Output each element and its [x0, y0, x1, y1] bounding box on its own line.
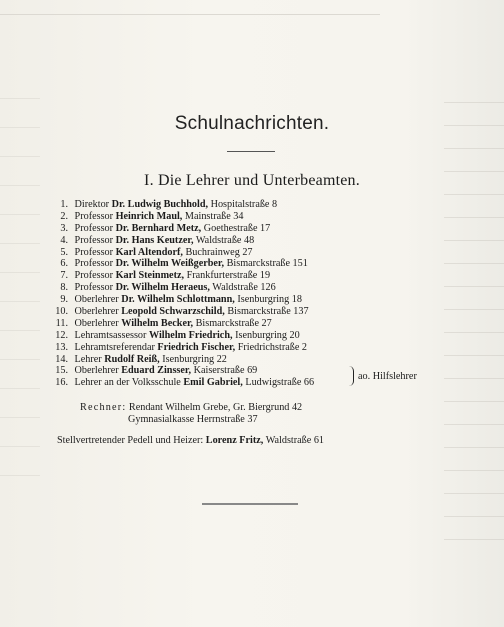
staff-name: Rudolf Reiß, — [104, 353, 160, 365]
staff-role: Lehrer — [74, 353, 102, 365]
staff-address: Friedrichstraße 2 — [237, 341, 307, 353]
staff-number: 1. — [60, 199, 68, 210]
staff-number: 6. — [60, 258, 68, 270]
staff-address: Goethestraße 17 — [203, 222, 271, 234]
pedell-label: Stellvertretender Pedell und Heizer: — [57, 435, 204, 446]
staff-role: Professor — [74, 234, 114, 246]
staff-entry — [48, 354, 468, 366]
staff-address: Isenburgring 18 — [237, 294, 302, 306]
staff-role: Professor — [74, 210, 114, 222]
staff-role: Professor — [74, 246, 114, 258]
rechner-line2: Gymnasialkasse Herrnstraße 37 — [128, 414, 258, 425]
staff-entry — [48, 199, 468, 211]
staff-name: Emil Gabriel, — [183, 377, 243, 389]
pedell-address: Waldstraße 61 — [265, 435, 325, 446]
staff-entry — [48, 247, 468, 259]
rechner-line — [80, 401, 302, 414]
staff-address: Bismarckstraße 151 — [226, 258, 308, 270]
staff-number: 5. — [60, 246, 68, 258]
staff-address: Buchrainweg 27 — [185, 246, 253, 258]
staff-address: Kaiserstraße 69 — [193, 365, 258, 377]
staff-name: Dr. Wilhelm Schlottmann, — [121, 294, 235, 306]
staff-role: Oberlehrer — [74, 317, 119, 329]
staff-number: 12. — [55, 329, 68, 341]
staff-role: Oberlehrer — [74, 365, 119, 377]
section-heading: I. Die Lehrer und Unterbeamten. — [144, 172, 360, 189]
staff-role: Professor — [74, 270, 114, 282]
staff-name: Eduard Zinsser, — [121, 365, 192, 377]
staff-address: Frankfurterstraße 19 — [186, 270, 271, 282]
staff-name: Dr. Wilhelm Heraeus, — [115, 282, 210, 294]
brace-mark — [349, 366, 354, 386]
staff-name: Heinrich Maul, — [115, 210, 183, 222]
staff-entry — [48, 235, 468, 247]
staff-name: Wilhelm Friedrich, — [148, 329, 233, 341]
staff-number: 11. — [55, 317, 68, 329]
staff-role: Lehrer an der Volksschule — [74, 377, 181, 389]
staff-role: Professor — [74, 282, 114, 294]
staff-number: 8. — [60, 282, 68, 294]
staff-address: Bismarckstraße 27 — [195, 317, 272, 329]
pedell-line — [57, 435, 324, 446]
title-divider — [227, 151, 275, 152]
footer-divider — [202, 503, 298, 505]
staff-name: Dr. Hans Keutzer, — [115, 234, 194, 246]
staff-role: Professor — [74, 258, 114, 270]
staff-name: Wilhelm Becker, — [121, 317, 194, 329]
staff-address: Waldstraße 48 — [195, 234, 255, 246]
staff-address: Bismarckstraße 137 — [227, 306, 309, 318]
staff-entry — [48, 294, 468, 306]
staff-name: Karl Altendorf, — [115, 246, 183, 258]
staff-number: 2. — [60, 210, 68, 222]
rechner-line1: Rendant Wilhelm Grebe, Gr. Biergrund 42 — [128, 402, 303, 413]
staff-number: 13. — [55, 341, 68, 353]
staff-role: Oberlehrer — [74, 306, 119, 318]
staff-role: Direktor — [74, 199, 110, 210]
staff-name: Dr. Ludwig Buchhold, — [111, 199, 209, 210]
staff-number: 15. — [55, 365, 68, 377]
staff-entry — [48, 211, 468, 223]
staff-name: Friedrich Fischer, — [157, 341, 236, 353]
staff-address: Mainstraße 34 — [184, 210, 244, 222]
staff-entry — [48, 258, 468, 270]
staff-entry — [48, 318, 468, 330]
staff-number: 14. — [55, 353, 68, 365]
staff-entry — [48, 223, 468, 235]
staff-address: Ludwigstraße 66 — [245, 377, 315, 389]
pedell-name: Lorenz Fritz, — [205, 435, 264, 446]
staff-address: Isenburgring 20 — [235, 329, 300, 341]
staff-number: 4. — [60, 234, 68, 246]
staff-name: Dr. Wilhelm Weißgerber, — [115, 258, 225, 270]
staff-entry — [48, 306, 468, 318]
staff-role: Oberlehrer — [74, 294, 119, 306]
staff-entry — [48, 342, 468, 354]
staff-number: 16. — [55, 377, 68, 389]
rechner-label: Rechner: — [80, 402, 127, 413]
aside-label: ao. Hilfslehrer — [358, 371, 417, 382]
staff-name: Karl Steinmetz, — [115, 270, 185, 282]
staff-entry — [48, 330, 468, 342]
bleed-through-header — [0, 0, 380, 15]
staff-number: 7. — [60, 270, 68, 282]
staff-address: Isenburgring 22 — [162, 353, 227, 365]
staff-role: Lehramtsassessor — [74, 329, 147, 341]
staff-number: 3. — [60, 222, 68, 234]
staff-address: Waldstraße 126 — [212, 282, 276, 294]
staff-entry — [48, 282, 468, 294]
page-title: Schulnachrichten. — [174, 113, 330, 134]
staff-number: 9. — [60, 294, 68, 306]
staff-role: Professor — [74, 222, 114, 234]
staff-role: Lehramtsreferendar — [74, 341, 155, 353]
staff-entry — [48, 270, 468, 282]
staff-address: Hospitalstraße 8 — [210, 199, 278, 210]
staff-list — [48, 199, 468, 389]
staff-number: 10. — [55, 306, 68, 318]
staff-name: Leopold Schwarzschild, — [121, 306, 225, 318]
staff-name: Dr. Bernhard Metz, — [115, 222, 202, 234]
